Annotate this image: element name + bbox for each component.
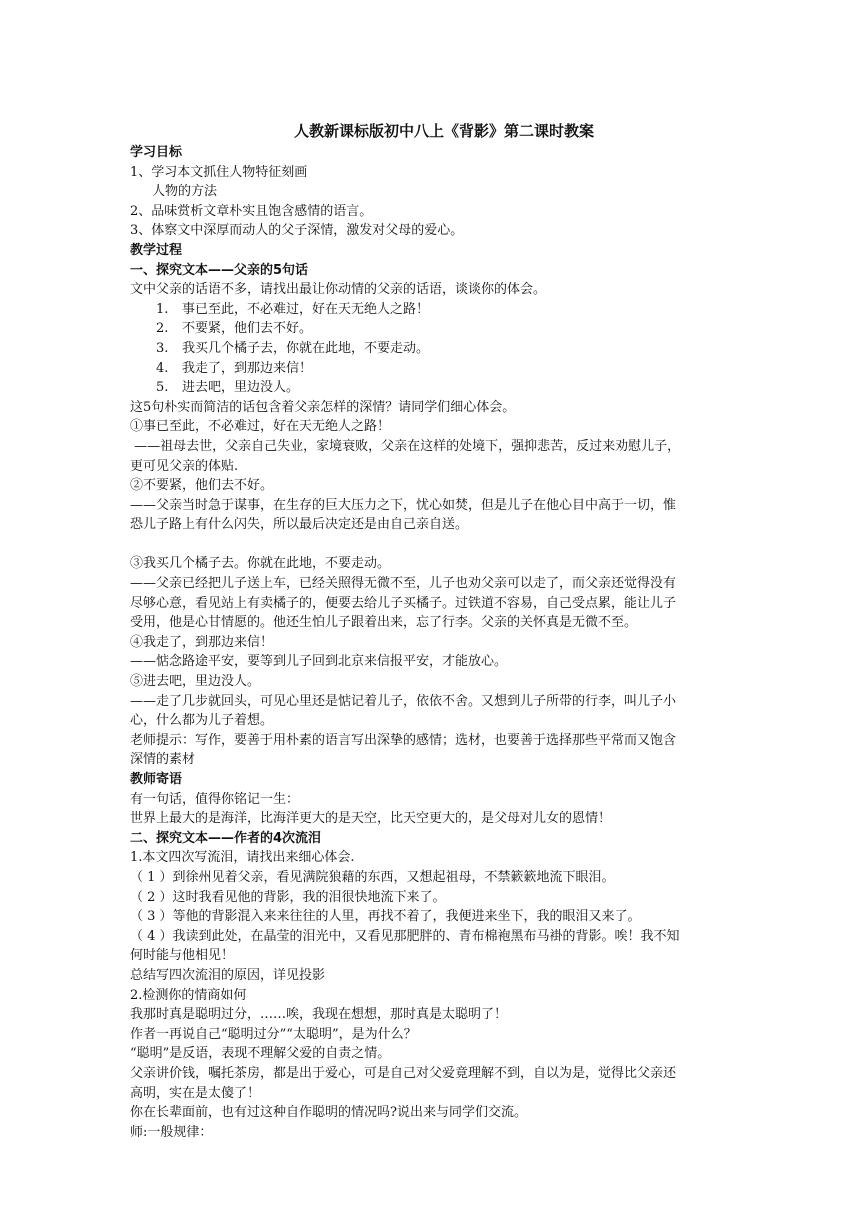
quote-list-item: 5. 进去吧，里边没人。 [156,380,300,396]
quote-3: ③我买几个橘子去。你就在此地，不要走动。 [130,556,391,572]
teacher-message-line-1: 有一句话，值得你铭记一生： [130,791,300,807]
quote-list-item: 2. 不要紧，他们去不好。 [156,321,313,337]
section-2-task-2: 2.检测你的情商如何 [130,987,247,1003]
task-2-line-5: 高明，实在是太傻了！ [130,1085,261,1101]
teacher-tip-line-2: 深情的素材 [130,752,196,768]
tears-1: （ 1 ）到徐州见着父亲，看见满院狼藉的东西，又想起祖母，不禁簌簌地流下眼泪。 [130,869,615,885]
task-2-line-1: 我那时真是聪明过分，……唉，我现在想想，那时真是太聪明了！ [130,1007,508,1023]
tears-4-line-2: 何时能与他相见！ [130,948,235,964]
task-2-line-6: 你在长辈面前，也有过这种自作聪明的情况吗?说出来与同学们交流。 [130,1105,527,1121]
tears-3: （ 3 ）等他的背影混入来来往往的人里，再找不着了，我便进来坐下，我的眼泪又来了。 [130,909,641,925]
analysis-1-line-1: ——祖母去世，父亲自己失业，家境衰败，父亲在这样的处境下，强抑悲苦，反过来劝慰儿子， [130,438,681,454]
document-title: 人教新课标版初中八上《背影》第二课时教案 [293,122,594,140]
analysis-5-line-1: ——走了几步就回头，可见心里还是惦记着儿子，依依不舍。又想到儿子所带的行李，叫儿子小 [130,693,677,709]
objective-1-continued: 人物的方法 [152,184,218,200]
quote-1: ①事已至此，不必难过，好在天无绝人之路！ [130,419,391,435]
section-1-intro: 文中父亲的话语不多，请找出最让你动情的父亲的话语，谈谈你的体会。 [130,282,547,298]
analysis-3-line-2: 尽够心意，看见站上有卖橘子的，便要去给儿子买橘子。过铁道不容易，自己受点累，能让儿子 [130,595,677,611]
task-2-line-7: 师:一般规律： [130,1124,213,1140]
section-1-heading: 一、探究文本——父亲的5句话 [130,262,309,278]
teacher-message-heading: 教师寄语 [130,772,183,787]
quote-list-item: 4. 我走了，到那边来信！ [156,360,313,376]
analysis-5-line-2: 心，什么都为儿子着想。 [130,713,274,729]
analysis-4: ——惦念路途平安，要等到儿子回到北京来信报平安，才能放心。 [130,654,508,670]
objective-2: 2、品味赏析文章朴实且饱含感情的语言。 [130,203,373,219]
section-2-heading: 二、探究文本——作者的4次流泪 [130,830,322,846]
teacher-tip-line-1: 老师提示：写作，要善于用朴素的语言写出深挚的感情；选材，也要善于选择那些平常而又饱含 [130,732,677,748]
quote-4: ④我走了，到那边来信！ [130,634,274,650]
task-2-line-3: “聪明”是反语，表现不理解父爱的自责之情。 [130,1046,391,1062]
tears-2: （ 2 ）这时我看见他的背影，我的泪很快地流下来了。 [130,889,446,905]
task-2-line-2: 作者一再说自己“聪明过分”“太聪明”，是为什么？ [130,1026,417,1042]
blank-line [130,535,730,555]
analysis-1-line-2: 更可见父亲的体贴. [130,458,239,474]
tears-summary: 总结写四次流泪的原因，详见投影 [130,967,326,983]
quote-list-item: 3. 我买几个橘子去，你就在此地，不要走动。 [156,340,430,356]
analysis-3-line-3: 受用，他是心甘情愿的。他还生怕儿子跟着出来，忘了行李。父亲的关怀真是无微不至。 [130,615,638,631]
quote-2: ②不要紧，他们去不好。 [130,478,274,494]
process-heading: 教学过程 [130,242,183,258]
task-2-line-4: 父亲讲价钱，嘱托茶房，都是出于爱心，可是自己对父爱竟理解不到，自以为是，觉得比父亲还 [130,1065,677,1081]
objective-3: 3、体察文中深厚而动人的父子深情，激发对父母的爱心。 [130,223,464,239]
tears-4-line-1: （ 4 ）我读到此处，在晶莹的泪光中，又看见那肥胖的、青布棉袍黑布马褂的背影。唉！我不知 [130,928,680,944]
analysis-3-line-1: ——父亲已经把儿子送上车，已经关照得无微不至，儿子也劝父亲可以走了，而父亲还觉得没有 [130,576,677,592]
document-page [130,120,730,1142]
objective-1: 1、学习本文抓住人物特征刻画 [130,164,308,180]
teacher-message-line-2: 世界上最大的是海洋，比海洋更大的是天空，比天空更大的，是父母对儿女的恩情！ [130,811,612,827]
analysis-2-line-1: ——父亲当时急于谋事，在生存的巨大压力之下，忧心如焚，但是儿子在他心目中高于一切，惟 [130,497,677,513]
analysis-2-line-2: 恐儿子路上有什么闪失，所以最后决定还是由自己亲自送。 [130,517,469,533]
section-1-question: 这5句朴实而简洁的话包含着父亲怎样的深情？请同学们细心体会。 [130,399,516,415]
quote-5: ⑤进去吧，里边没人。 [130,674,261,690]
objectives-heading: 学习目标 [130,145,183,160]
quote-list-item: 1. 事已至此，不必难过，好在天无绝人之路！ [156,301,430,317]
section-2-task-1: 1.本文四次写流泪，请找出来细心体会. [130,850,355,866]
